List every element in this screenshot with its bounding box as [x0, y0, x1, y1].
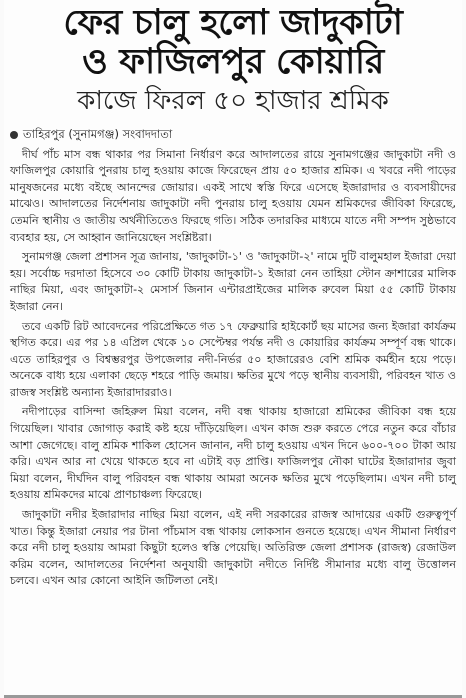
headline-line-1: ফের চালু হলো জাদুকাটা	[63, 3, 403, 43]
paragraph: সুনামগঞ্জ জেলা প্রশাসন সূত্র জানায়, 'জাদুকাটা-১' ও 'জাদুকাটা-২' নামে দুটি বালুমহাল ইজারা দেয়া হয়। সর্বোচ্চ দরদাতা হিসেবে ৩০ কোটি টাকায় জাদুকাটা-১ ইজারা নেন তাহিয়া স্টোন ক্রাশারের মালিক নাছির মিয়া, এবং জাদুকাটা-২ মেসার্স জিনান এন্টারপ্রাইজের মালিক রুবেল মিয়া ৫৫ কোটি টাকায় ইজারা নেন।	[10, 250, 456, 313]
byline-text: তাহিরপুর (সুনামগঞ্জ) সংবাদদাতা	[23, 126, 173, 141]
article-body	[4, 147, 462, 590]
paragraph: জাদুকাটা নদীর ইজারাদার নাছির মিয়া বলেন, এই নদী সরকারের রাজস্ব আদায়ের একটি গুরুত্বপূর্ণ খাত। কিন্তু ইজারা নেয়ার পর টানা পাঁচমাস বন্ধ থাকায় লোকসান গুনতে হয়েছে। এখন সীমানা নির্ধারণ করে নদী চালু হওয়ায় আমরা কিছুটা হলেও স্বস্তি পেয়েছি। অতিরিক্ত জেলা প্রশাসক (রাজস্ব) রেজাউল করিম বলেন, আদালতের নির্দেশনা অনুযায়ী জাদুকাটা নদীতে নির্দিষ্ট সীমানার মধ্যে বালু উত্তোলন চলবে। এখন আর কোনো আইনি জটিলতা নেই।	[10, 508, 456, 588]
paragraph: নদীপাড়ের বাসিন্দা জহিরুল মিয়া বলেন, নদী বন্ধ থাকায় হাজারো শ্রমিকের জীবিকা বন্ধ হয়ে গিয়েছিল। খাবার জোগাড় করাই কষ্ট হয়ে দাঁড়িয়েছিল। এখন কাজ শুরু করতে পেরে নতুন করে বাঁচার আশা জেগেছে। বালু শ্রমিক শাকিল হোসেন জানান, নদী চালু হওয়ায় এখন দিনে ৬০০-৭০০ টাকা আয় করি। এখন আর না খেয়ে থাকতে হবে না এটাই বড় প্রাপ্তি। ফাজিলপুর নৌকা ঘাটের ইজারাদার জুবা মিয়া বলেন, দীর্ঘদিন বালু পরিবহন বন্ধ থাকায় আমরা অনেক ক্ষতির মুখে পড়েছিলাম। এখন নদী চালু হওয়ায় শ্রমিকদের মাঝে প্রাণচাঞ্চল্য ফিরেছে।	[10, 405, 456, 502]
headline-line-2: ও ফাজিলপুর কোয়ারি	[82, 42, 384, 83]
byline	[10, 126, 462, 145]
bullet-icon	[10, 131, 18, 139]
subheadline: কাজে ফিরল ৫০ হাজার শ্রমিক	[77, 86, 389, 117]
paragraph: তবে একটি রিট আবেদনের পরিপ্রেক্ষিতে গত ১৭ ফেব্রুয়ারি হাইকোর্ট ছয় মাসের জন্য ইজারা কার্যক্রম স্থগিত করে। এর পর ১৪ এপ্রিল থেকে ১০ সেপ্টেম্বর পর্যন্ত নদী ও কোয়ারির কার্যক্রম সম্পূর্ণ বন্ধ থাকে। এতে তাহিরপুর ও বিশ্বম্ভরপুর উপজেলার নদী-নির্ভর ৫০ হাজারেরও বেশি শ্রমিক কর্মহীন হয়ে পড়ে। অনেকে বাধ্য হয়ে এলাকা ছেড়ে শহরে পাড়ি জমায়। ক্ষতির মুখে পড়ে স্থানীয় ব্যবসায়ী, পরিবহন খাত ও রাজস্ব সংশ্লিষ্ট অন্যান্য ইজারাদাররাও।	[10, 319, 456, 399]
paragraph: দীর্ঘ পাঁচ মাস বন্ধ থাকার পর সিমানা নির্ধারণ করে আদালতের রায়ে সুনামগঞ্জের জাদুকাটা নদী ও ফাজিলপুর কোয়ারি পুনরায় চালু হওয়ায় কাজে ফিরেছেন প্রায় ৫০ হাজার শ্রমিক। এ খবরে নদী পাড়ের মানুষজনের মধ্যে বইছে আনন্দের জোয়ার। একই সাথে স্বস্তি ফিরে এসেছে ইজারাদার ও ব্যবসায়ীদের মাঝেও। আদালতের নির্দেশনায় জাদুকাটা নদী পুনরায় চালু হওয়ায় যেমন শ্রমিকদের জীবিকা ফিরেছে, তেমনি স্থানীয় ও জাতীয় অর্থনীতিতেও ফিরছে গতি। সঠিক তদারকির মাধ্যমে যাতে নদী সম্পদ সুষ্ঠভাবে ব্যবহার হয়, সে আহ্বান জানিয়েছেন সংশ্লিষ্টরা।	[10, 147, 456, 244]
news-clipping	[4, 0, 462, 698]
